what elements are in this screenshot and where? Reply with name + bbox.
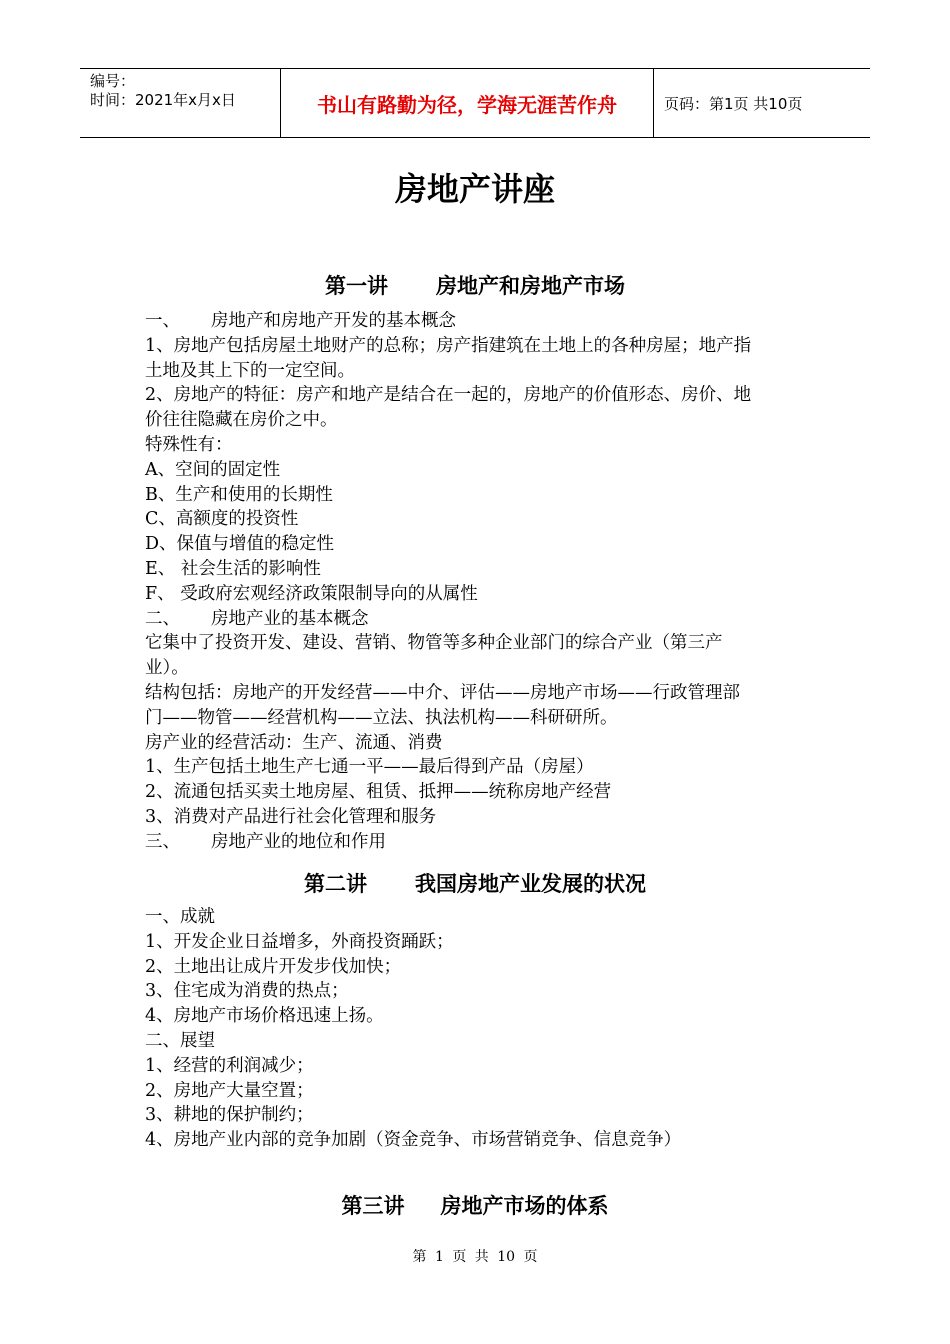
lecture-3-title: 房地产市场的体系 [440, 1193, 609, 1218]
text-line [145, 507, 810, 532]
line-text: 房地产业的地位和作用 [211, 831, 386, 852]
text-line [145, 755, 810, 780]
header-meta-cell [80, 69, 281, 137]
text-line [145, 1054, 810, 1079]
line-text: 4、房地产业内部的竞争加剧（资金竞争、市场营销竞争、信息竞争） [145, 1130, 682, 1151]
text-line [145, 607, 810, 632]
text-line [145, 905, 810, 930]
text-line [145, 483, 810, 508]
line-text: 3、耕地的保护制约； [145, 1105, 314, 1126]
text-line [145, 979, 810, 1004]
text-line [145, 309, 810, 334]
header-table [80, 68, 870, 138]
text-line [145, 334, 810, 359]
line-text: 2、流通包括买卖土地房屋、租赁、抵押——统称房地产经营 [145, 782, 612, 803]
line-text: 土地及其上下的一定空间。 [145, 360, 355, 381]
text-line [145, 805, 810, 830]
line-text: A、空间的固定性 [145, 459, 281, 480]
line-text: 房产业的经营活动：生产、流通、消费 [145, 732, 443, 753]
page-info-text: 页码：第1页 共10页 [664, 94, 803, 113]
line-text: 二、展望 [145, 1030, 215, 1051]
text-line [145, 582, 810, 607]
line-text: 1、生产包括土地生产七通一平——最后得到产品（房屋） [145, 757, 594, 778]
line-text: 1、开发企业日益增多，外商投资踊跃； [145, 931, 454, 952]
section-number: 一、 [145, 311, 180, 331]
text-line [145, 408, 810, 433]
motto-text: 书山有路勤为径，学海无涯苦作舟 [317, 92, 617, 117]
section-number: 三、 [145, 831, 180, 852]
footer-total-unit: 页 [523, 1249, 538, 1265]
line-text: 业）。 [145, 658, 189, 679]
text-line [145, 458, 810, 483]
section-number: 二、 [145, 608, 180, 629]
text-line [145, 731, 810, 756]
text-line [145, 780, 810, 805]
line-text: 门——物管——经营机构——立法、执法机构——科研研所。 [145, 707, 618, 728]
line-text: D、保值与增值的稳定性 [145, 534, 335, 555]
line-text: C、高额度的投资性 [145, 509, 299, 530]
lecture-1-number: 第一讲 [325, 273, 388, 298]
line-text: 3、住宅成为消费的热点； [145, 981, 349, 1002]
line-text: 2、房地产大量空置； [145, 1080, 314, 1101]
text-line [145, 383, 810, 408]
text-line [145, 706, 810, 731]
line-text: 3、消费对产品进行社会化管理和服务 [145, 806, 437, 827]
number-label: 编号： [90, 72, 136, 90]
footer-page-label: 第 [412, 1249, 427, 1265]
lecture-3-heading [0, 1190, 950, 1220]
line-text: 价往往隐藏在房价之中。 [145, 410, 338, 431]
text-line [145, 830, 810, 855]
line-text: 2、房地产的特征：房产和地产是结合在一起的，房地产的价值形态、房价、地 [145, 385, 752, 406]
text-line [145, 681, 810, 706]
footer-page-unit: 页 [452, 1249, 467, 1265]
page-footer [0, 1246, 950, 1266]
line-text: 房地产和房地产开发的基本概念 [211, 311, 456, 331]
lecture-2-heading [0, 868, 950, 898]
motto-cell [281, 69, 654, 137]
text-line [145, 1128, 810, 1153]
text-line [145, 1079, 810, 1104]
text-line [145, 433, 810, 458]
line-text: F、 受政府宏观经济政策限制导向的从属性 [145, 583, 478, 604]
footer-total-label: 共 [474, 1249, 489, 1265]
footer-page-number: 1 [434, 1249, 444, 1265]
line-text: 特殊性有： [145, 434, 233, 455]
lecture-2-title: 我国房地产业发展的状况 [415, 871, 646, 896]
line-text: 它集中了投资开发、建设、营销、物管等多种企业部门的综合产业（第三产 [145, 633, 723, 654]
lecture-1-heading [0, 270, 950, 300]
time-label: 时间：2021年x月x日 [90, 91, 236, 109]
lecture-1-title: 房地产和房地产市场 [436, 273, 625, 298]
text-line [145, 532, 810, 557]
text-line [145, 930, 810, 955]
text-line [145, 955, 810, 980]
text-line [145, 1103, 810, 1128]
footer-total-number: 10 [497, 1249, 516, 1265]
line-text: 一、成就 [145, 907, 215, 927]
document-title: 房地产讲座 [394, 170, 555, 208]
text-line [145, 656, 810, 681]
line-text: 1、房地产包括房屋土地财产的总称；房产指建筑在土地上的各种房屋；地产指 [145, 335, 752, 356]
lecture-1-body [145, 309, 810, 855]
line-text: 房地产业的基本概念 [211, 608, 369, 629]
text-line [145, 1029, 810, 1054]
page-info-cell [654, 69, 870, 137]
text-line [145, 557, 810, 582]
line-text: 2、土地出让成片开发步伐加快； [145, 956, 402, 977]
text-line [145, 1004, 810, 1029]
line-text: E、 社会生活的影响性 [145, 558, 321, 579]
line-text: 4、房地产市场价格迅速上扬。 [145, 1006, 384, 1027]
line-text: B、生产和使用的长期性 [145, 484, 333, 505]
lecture-3-number: 第三讲 [341, 1193, 405, 1218]
lecture-2-number: 第二讲 [304, 871, 367, 896]
line-text: 结构包括：房地产的开发经营——中介、评估——房地产市场——行政管理部 [145, 682, 740, 703]
line-text: 1、经营的利润减少； [145, 1055, 314, 1076]
text-line [145, 359, 810, 384]
lecture-2-body [145, 905, 810, 1153]
text-line [145, 631, 810, 656]
